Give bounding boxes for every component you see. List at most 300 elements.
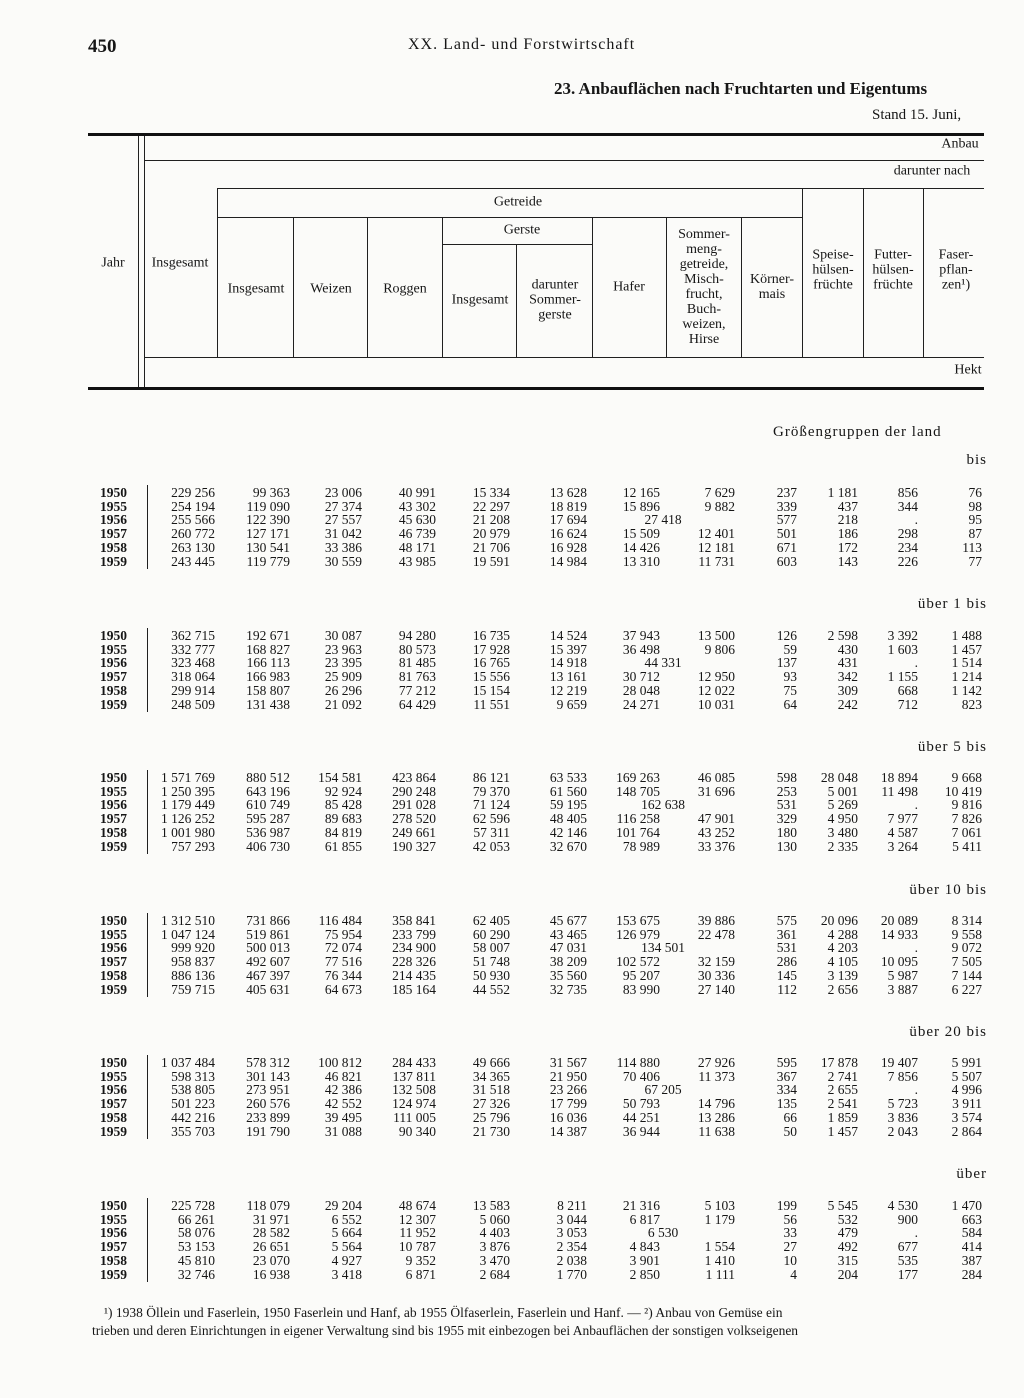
sommergerste-cell: 17 694 bbox=[549, 512, 587, 528]
sommermeng-cell: 1 111 bbox=[705, 1266, 735, 1282]
koernermais-cell: 59 bbox=[783, 641, 797, 657]
weizen-cell: 92 924 bbox=[324, 783, 362, 799]
weizen-cell: 42 552 bbox=[324, 1096, 362, 1112]
faser-cell: 87 bbox=[968, 526, 982, 542]
gerste-insgesamt-cell: 15 556 bbox=[472, 669, 510, 685]
gerste-insgesamt-cell: 62 405 bbox=[472, 913, 510, 928]
koernermais-cell: 595 bbox=[776, 1055, 797, 1070]
col-divider-speise bbox=[863, 188, 864, 357]
roggen-cell: 77 212 bbox=[398, 682, 436, 698]
sommermeng-cell: 11 731 bbox=[698, 553, 735, 569]
hafer-cell: 169 263 bbox=[616, 770, 660, 785]
speise-cell: 479 bbox=[837, 1225, 858, 1241]
speise-cell: 2 598 bbox=[827, 628, 858, 643]
group-label: über 20 bis bbox=[909, 1024, 987, 1040]
sommergerste-cell: 16 624 bbox=[549, 526, 587, 542]
futter-cell: . bbox=[914, 797, 918, 813]
hafer-cell: 116 258 bbox=[616, 811, 660, 827]
faser-cell: 387 bbox=[961, 1252, 982, 1268]
futter-cell: 900 bbox=[897, 1211, 918, 1227]
gerste-insgesamt-cell: 15 154 bbox=[472, 682, 510, 698]
col-divider-koernermais bbox=[802, 188, 803, 357]
faser-cell: 76 bbox=[968, 485, 982, 500]
koernermais-cell: 329 bbox=[776, 811, 797, 827]
year-cell: 1950 bbox=[100, 1055, 127, 1070]
speise-cell: 2 541 bbox=[827, 1096, 858, 1112]
weizen-cell: 31 042 bbox=[324, 526, 362, 542]
hafer-cell: 102 572 bbox=[616, 954, 660, 970]
sommermeng-cell: 33 376 bbox=[697, 838, 735, 854]
koernermais-cell: 577 bbox=[776, 512, 797, 528]
col-divider-insgesamt bbox=[217, 188, 218, 357]
faser-cell: 5 991 bbox=[951, 1055, 982, 1070]
koernermais-cell: 126 bbox=[776, 628, 797, 643]
sommermeng-cell: 11 373 bbox=[698, 1068, 735, 1084]
sommermeng-cell: 27 926 bbox=[697, 1055, 735, 1070]
getreide-insgesamt-cell: 536 987 bbox=[246, 824, 290, 840]
weizen-cell: 27 557 bbox=[324, 512, 362, 528]
insgesamt-cell: 263 130 bbox=[171, 539, 215, 555]
speise-cell: 2 655 bbox=[827, 1082, 858, 1098]
getreide-insgesamt-cell: 28 582 bbox=[252, 1225, 290, 1241]
year-cell: 1956 bbox=[100, 1082, 127, 1098]
getreide-insgesamt-cell: 880 512 bbox=[246, 770, 290, 785]
futter-cell: 11 498 bbox=[881, 783, 918, 799]
header-hafer: Hafer bbox=[613, 279, 645, 295]
gerste-insgesamt-cell: 51 748 bbox=[472, 954, 510, 970]
insgesamt-cell: 355 703 bbox=[171, 1123, 215, 1139]
koernermais-cell: 598 bbox=[776, 770, 797, 785]
futter-cell: 7 977 bbox=[887, 811, 918, 827]
hafer-cell: 15 896 bbox=[622, 498, 660, 514]
gerste-insgesamt-cell: 2 684 bbox=[479, 1266, 510, 1282]
sommergerste-cell: 13 628 bbox=[549, 485, 587, 500]
getreide-insgesamt-cell: 31 971 bbox=[252, 1211, 290, 1227]
weizen-cell: 84 819 bbox=[324, 824, 362, 840]
koernermais-cell: 531 bbox=[776, 797, 797, 813]
koernermais-cell: 93 bbox=[783, 669, 797, 685]
insgesamt-cell: 958 837 bbox=[171, 954, 215, 970]
speise-cell: 492 bbox=[837, 1239, 858, 1255]
roggen-cell: 249 661 bbox=[392, 824, 436, 840]
gerste-insgesamt-cell: 49 666 bbox=[472, 1055, 510, 1070]
weizen-cell: 6 552 bbox=[331, 1211, 362, 1227]
getreide-insgesamt-cell: 519 861 bbox=[246, 926, 290, 942]
year-cell: 1956 bbox=[100, 940, 127, 956]
insgesamt-cell: 323 468 bbox=[171, 655, 215, 671]
roggen-cell: 40 991 bbox=[398, 485, 436, 500]
hafer-cell: 50 793 bbox=[622, 1096, 660, 1112]
insgesamt-cell: 1 179 449 bbox=[161, 797, 215, 813]
futter-cell: 3 392 bbox=[887, 628, 918, 643]
gerste-insgesamt-cell: 27 326 bbox=[472, 1096, 510, 1112]
col-divider-futter bbox=[923, 188, 924, 357]
col-divider-jahr bbox=[138, 136, 139, 387]
speise-cell: 3 480 bbox=[827, 824, 858, 840]
speise-cell: 204 bbox=[837, 1266, 858, 1282]
futter-cell: 7 856 bbox=[887, 1068, 918, 1084]
insgesamt-cell: 501 223 bbox=[171, 1096, 215, 1112]
getreide-insgesamt-cell: 16 938 bbox=[252, 1266, 290, 1282]
futter-cell: 19 407 bbox=[880, 1055, 918, 1070]
sommergerste-cell: 2 354 bbox=[556, 1239, 587, 1255]
getreide-insgesamt-cell: 643 196 bbox=[246, 783, 290, 799]
roggen-cell: 90 340 bbox=[398, 1123, 436, 1139]
hafer-cell: 153 675 bbox=[616, 913, 660, 928]
gerste-insgesamt-cell: 15 334 bbox=[472, 485, 510, 500]
getreide-insgesamt-cell: 122 390 bbox=[246, 512, 290, 528]
gerste-insgesamt-cell: 20 979 bbox=[472, 526, 510, 542]
gerste-insgesamt-cell: 21 208 bbox=[472, 512, 510, 528]
year-cell: 1958 bbox=[100, 1109, 127, 1125]
insgesamt-cell: 598 313 bbox=[171, 1068, 215, 1084]
roggen-cell: 10 787 bbox=[398, 1239, 436, 1255]
gerste-insgesamt-cell: 42 053 bbox=[472, 838, 510, 854]
header-unit: Hekt bbox=[954, 362, 982, 378]
roggen-cell: 132 508 bbox=[392, 1082, 436, 1098]
sommergerste-cell: 14 918 bbox=[549, 655, 587, 671]
koernermais-cell: 135 bbox=[776, 1096, 797, 1112]
header-insgesamt: Insgesamt bbox=[151, 255, 209, 271]
gerste-insgesamt-cell: 21 730 bbox=[472, 1123, 510, 1139]
footnote-2: trieben und deren Einrichtungen in eigener Verwaltung sind bis 1955 mit einbezogen bei Anbauflächen der sonstigen volkseigenen bbox=[92, 1323, 799, 1338]
getreide-insgesamt-cell: 119 779 bbox=[246, 553, 290, 569]
weizen-cell: 72 074 bbox=[324, 940, 362, 956]
gerste-insgesamt-cell: 44 552 bbox=[472, 981, 510, 997]
insgesamt-cell: 53 153 bbox=[177, 1239, 215, 1255]
insgesamt-cell: 45 810 bbox=[177, 1252, 215, 1268]
roggen-cell: 80 573 bbox=[398, 641, 436, 657]
sommergerste-cell: 42 146 bbox=[549, 824, 587, 840]
faser-cell: 77 bbox=[968, 553, 982, 569]
roggen-cell: 228 326 bbox=[392, 954, 436, 970]
sommergerste-cell: 12 219 bbox=[549, 682, 587, 698]
insgesamt-cell: 229 256 bbox=[171, 485, 215, 500]
futter-cell: 4 587 bbox=[887, 824, 918, 840]
year-cell: 1956 bbox=[100, 797, 127, 813]
faser-cell: 7 826 bbox=[951, 811, 982, 827]
speise-cell: 172 bbox=[837, 539, 858, 555]
getreide-insgesamt-cell: 127 171 bbox=[246, 526, 290, 542]
roggen-cell: 190 327 bbox=[392, 838, 436, 854]
insgesamt-cell: 1 571 769 bbox=[161, 770, 215, 785]
getreide-insgesamt-cell: 130 541 bbox=[246, 539, 290, 555]
faser-cell: 1 457 bbox=[951, 641, 982, 657]
roggen-cell: 278 520 bbox=[392, 811, 436, 827]
hafer-sommermeng-merged-cell: 6 530 bbox=[647, 1225, 679, 1241]
roggen-cell: 124 974 bbox=[392, 1096, 436, 1112]
gerste-insgesamt-cell: 16 765 bbox=[472, 655, 510, 671]
year-cell: 1959 bbox=[100, 553, 127, 569]
roggen-cell: 234 900 bbox=[392, 940, 436, 956]
koernermais-cell: 237 bbox=[776, 485, 797, 500]
sommermeng-cell: 32 159 bbox=[697, 954, 735, 970]
group-label: über 5 bis bbox=[917, 739, 987, 755]
koernermais-cell: 66 bbox=[783, 1109, 797, 1125]
gerste-insgesamt-cell: 13 583 bbox=[472, 1198, 510, 1213]
faser-cell: 9 668 bbox=[951, 770, 982, 785]
koernermais-cell: 531 bbox=[776, 940, 797, 956]
faser-cell: 9 816 bbox=[951, 797, 982, 813]
sommergerste-cell: 8 211 bbox=[557, 1198, 587, 1213]
speise-cell: 4 288 bbox=[827, 926, 858, 942]
year-cell: 1950 bbox=[100, 485, 127, 500]
insgesamt-cell: 225 728 bbox=[171, 1198, 215, 1213]
faser-cell: 98 bbox=[968, 498, 982, 514]
gerste-insgesamt-cell: 58 007 bbox=[472, 940, 510, 956]
futter-cell: 535 bbox=[897, 1252, 918, 1268]
koernermais-cell: 130 bbox=[776, 838, 797, 854]
futter-cell: 3 264 bbox=[887, 838, 918, 854]
hafer-sommermeng-merged-cell: 162 638 bbox=[641, 797, 685, 813]
getreide-insgesamt-cell: 191 790 bbox=[246, 1123, 290, 1139]
gerste-insgesamt-cell: 11 551 bbox=[473, 696, 510, 712]
koernermais-cell: 286 bbox=[776, 954, 797, 970]
gerste-insgesamt-cell: 31 518 bbox=[472, 1082, 510, 1098]
hafer-sommermeng-merged-cell: 44 331 bbox=[644, 655, 682, 671]
year-cell: 1950 bbox=[100, 770, 127, 785]
speise-cell: 1 859 bbox=[827, 1109, 858, 1125]
insgesamt-cell: 1 001 980 bbox=[161, 824, 215, 840]
insgesamt-cell: 255 566 bbox=[171, 512, 215, 528]
hafer-sommermeng-merged-cell: 27 418 bbox=[644, 512, 682, 528]
year-cell: 1950 bbox=[100, 1198, 127, 1213]
futter-cell: 712 bbox=[897, 696, 918, 712]
getreide-insgesamt-cell: 131 438 bbox=[246, 696, 290, 712]
col-divider-getreide-insg bbox=[293, 217, 294, 357]
year-cell: 1956 bbox=[100, 655, 127, 671]
getreide-insgesamt-cell: 192 671 bbox=[246, 628, 290, 643]
hafer-sommermeng-merged-cell: 134 501 bbox=[641, 940, 685, 956]
weizen-cell: 76 344 bbox=[324, 967, 362, 983]
sommergerste-cell: 16 928 bbox=[549, 539, 587, 555]
futter-cell: 2 043 bbox=[887, 1123, 918, 1139]
speise-cell: 3 139 bbox=[827, 967, 858, 983]
koernermais-cell: 334 bbox=[776, 1082, 797, 1098]
faser-cell: 2 864 bbox=[951, 1123, 982, 1139]
weizen-cell: 77 516 bbox=[324, 954, 362, 970]
gerste-insgesamt-cell: 3 876 bbox=[479, 1239, 510, 1255]
group-label: über bbox=[956, 1166, 987, 1182]
year-cell: 1959 bbox=[100, 838, 127, 854]
sommermeng-cell: 39 886 bbox=[697, 913, 735, 928]
hafer-cell: 24 271 bbox=[622, 696, 660, 712]
getreide-insgesamt-cell: 168 827 bbox=[246, 641, 290, 657]
hafer-cell: 126 979 bbox=[616, 926, 660, 942]
futter-cell: 5 987 bbox=[887, 967, 918, 983]
header-sommermeng: Sommer- meng- getreide, Misch- frucht, Buch- weizen, Hirse bbox=[678, 227, 730, 347]
gerste-insgesamt-cell: 34 365 bbox=[472, 1068, 510, 1084]
koernermais-cell: 64 bbox=[783, 696, 797, 712]
getreide-insgesamt-cell: 406 730 bbox=[246, 838, 290, 854]
footnote-1: ¹) 1938 Öllein und Faserlein, 1950 Faserlein und Hanf, ab 1955 Ölfaserlein, Faserlein und Hanf. — ²) Anbau von Gemüse ein bbox=[104, 1305, 783, 1320]
getreide-insgesamt-cell: 260 576 bbox=[246, 1096, 290, 1112]
getreide-insgesamt-cell: 273 951 bbox=[246, 1082, 290, 1098]
header-jahr: Jahr bbox=[101, 255, 125, 271]
faser-cell: 8 314 bbox=[951, 913, 982, 928]
group-label: über 1 bis bbox=[917, 596, 987, 612]
col-divider-sommergerste bbox=[592, 217, 593, 357]
speise-cell: 1 457 bbox=[827, 1123, 858, 1139]
faser-cell: 3 911 bbox=[952, 1096, 982, 1112]
insgesamt-cell: 999 920 bbox=[171, 940, 215, 956]
weizen-cell: 23 395 bbox=[324, 655, 362, 671]
col-divider-gerste-insg bbox=[516, 244, 517, 357]
roggen-cell: 48 171 bbox=[398, 539, 436, 555]
weizen-cell: 4 927 bbox=[331, 1252, 362, 1268]
sommermeng-cell: 13 500 bbox=[697, 628, 735, 643]
header-gerste: Gerste bbox=[503, 222, 541, 238]
getreide-insgesamt-cell: 492 607 bbox=[246, 954, 290, 970]
sommergerste-cell: 59 195 bbox=[549, 797, 587, 813]
getreide-rule bbox=[218, 217, 802, 218]
futter-cell: . bbox=[914, 1082, 918, 1098]
gerste-insgesamt-cell: 19 591 bbox=[472, 553, 510, 569]
sommermeng-cell: 7 629 bbox=[704, 485, 735, 500]
gerste-insgesamt-cell: 21 706 bbox=[472, 539, 510, 555]
sommergerste-cell: 35 560 bbox=[549, 967, 587, 983]
hafer-cell: 28 048 bbox=[622, 682, 660, 698]
hafer-cell: 70 406 bbox=[622, 1068, 660, 1084]
getreide-insgesamt-cell: 233 899 bbox=[246, 1109, 290, 1125]
roggen-cell: 64 429 bbox=[398, 696, 436, 712]
roggen-cell: 423 864 bbox=[392, 770, 436, 785]
sommergerste-cell: 63 533 bbox=[549, 770, 587, 785]
roggen-cell: 48 674 bbox=[398, 1198, 436, 1213]
roggen-cell: 290 248 bbox=[392, 783, 436, 799]
weizen-cell: 85 428 bbox=[324, 797, 362, 813]
koernermais-cell: 253 bbox=[776, 783, 797, 799]
col-divider-hafer bbox=[666, 217, 667, 357]
sommergerste-cell: 61 560 bbox=[549, 783, 587, 799]
sommergerste-cell: 2 038 bbox=[556, 1252, 587, 1268]
hafer-cell: 21 316 bbox=[622, 1198, 660, 1213]
gerste-insgesamt-cell: 5 060 bbox=[479, 1211, 510, 1227]
roggen-cell: 81 763 bbox=[398, 669, 436, 685]
col-divider-sommermeng bbox=[741, 217, 742, 357]
insgesamt-cell: 362 715 bbox=[171, 628, 215, 643]
faser-cell: 1 514 bbox=[951, 655, 982, 671]
weizen-cell: 46 821 bbox=[324, 1068, 362, 1084]
sommermeng-cell: 43 252 bbox=[697, 824, 735, 840]
hafer-cell: 12 165 bbox=[622, 485, 660, 500]
speise-cell: 20 096 bbox=[820, 913, 858, 928]
year-cell: 1956 bbox=[100, 1225, 127, 1241]
hafer-cell: 148 705 bbox=[616, 783, 660, 799]
sommergerste-cell: 18 819 bbox=[549, 498, 587, 514]
speise-cell: 242 bbox=[837, 696, 858, 712]
header-koernermais: Körner- mais bbox=[749, 272, 795, 302]
insgesamt-cell: 442 216 bbox=[171, 1109, 215, 1125]
insgesamt-cell: 299 914 bbox=[171, 682, 215, 698]
header-weizen: Weizen bbox=[310, 281, 352, 297]
koernermais-cell: 27 bbox=[783, 1239, 797, 1255]
sommergerste-cell: 38 209 bbox=[549, 954, 587, 970]
hafer-cell: 114 880 bbox=[616, 1055, 660, 1070]
year-cell: 1957 bbox=[100, 954, 127, 970]
futter-cell: . bbox=[914, 512, 918, 528]
getreide-insgesamt-cell: 467 397 bbox=[246, 967, 290, 983]
speise-cell: 4 950 bbox=[827, 811, 858, 827]
faser-cell: 7 144 bbox=[951, 967, 982, 983]
roggen-cell: 185 164 bbox=[392, 981, 436, 997]
getreide-insgesamt-cell: 731 866 bbox=[246, 913, 290, 928]
getreide-insgesamt-cell: 118 079 bbox=[246, 1198, 290, 1213]
sommergerste-cell: 14 387 bbox=[549, 1123, 587, 1139]
speise-cell: 431 bbox=[837, 655, 858, 671]
sommergerste-cell: 23 266 bbox=[549, 1082, 587, 1098]
futter-cell: 177 bbox=[897, 1266, 918, 1282]
page-number: 450 bbox=[88, 36, 117, 57]
roggen-cell: 46 739 bbox=[398, 526, 436, 542]
weizen-cell: 30 559 bbox=[324, 553, 362, 569]
gerste-insgesamt-cell: 62 596 bbox=[472, 811, 510, 827]
futter-cell: 856 bbox=[897, 485, 918, 500]
year-cell: 1955 bbox=[100, 1211, 127, 1227]
roggen-cell: 6 871 bbox=[405, 1266, 436, 1282]
sommergerste-cell: 31 567 bbox=[549, 1055, 587, 1070]
roggen-cell: 43 302 bbox=[398, 498, 436, 514]
speise-cell: 437 bbox=[837, 498, 858, 514]
sommergerste-cell: 16 036 bbox=[549, 1109, 587, 1125]
faser-cell: 7 505 bbox=[951, 954, 982, 970]
unit-rule bbox=[145, 357, 984, 358]
weizen-cell: 5 564 bbox=[331, 1239, 362, 1255]
getreide-insgesamt-cell: 23 070 bbox=[252, 1252, 290, 1268]
group-label: über 10 bis bbox=[909, 882, 987, 898]
getreide-insgesamt-cell: 578 312 bbox=[246, 1055, 290, 1070]
weizen-cell: 154 581 bbox=[318, 770, 362, 785]
faser-cell: 284 bbox=[961, 1266, 982, 1282]
getreide-insgesamt-cell: 595 287 bbox=[246, 811, 290, 827]
futter-cell: 5 723 bbox=[887, 1096, 918, 1112]
weizen-cell: 30 087 bbox=[324, 628, 362, 643]
koernermais-cell: 56 bbox=[783, 1211, 797, 1227]
sommermeng-cell: 13 286 bbox=[697, 1109, 735, 1125]
weizen-cell: 89 683 bbox=[324, 811, 362, 827]
year-cell: 1958 bbox=[100, 1252, 127, 1268]
weizen-cell: 31 088 bbox=[324, 1123, 362, 1139]
faser-cell: 1 488 bbox=[951, 628, 982, 643]
koernermais-cell: 501 bbox=[776, 526, 797, 542]
faser-cell: 4 996 bbox=[951, 1082, 982, 1098]
koernermais-cell: 199 bbox=[776, 1198, 797, 1213]
gerste-insgesamt-cell: 4 403 bbox=[479, 1225, 510, 1241]
year-cell: 1955 bbox=[100, 926, 127, 942]
roggen-cell: 291 028 bbox=[392, 797, 436, 813]
header-faser: Faser- pflan- zen¹) bbox=[938, 247, 974, 293]
hafer-cell: 78 989 bbox=[622, 838, 660, 854]
futter-cell: 4 530 bbox=[887, 1198, 918, 1213]
weizen-cell: 100 812 bbox=[318, 1055, 362, 1070]
speise-cell: 5 001 bbox=[827, 783, 858, 799]
hafer-cell: 30 712 bbox=[622, 669, 660, 685]
gerste-insgesamt-cell: 3 470 bbox=[479, 1252, 510, 1268]
gerste-insgesamt-cell: 71 124 bbox=[472, 797, 510, 813]
header-top-rule bbox=[88, 133, 984, 136]
speise-cell: 532 bbox=[837, 1211, 858, 1227]
sommermeng-cell: 14 796 bbox=[697, 1096, 735, 1112]
sommergerste-cell: 43 465 bbox=[549, 926, 587, 942]
hafer-cell: 13 310 bbox=[622, 553, 660, 569]
faser-cell: 414 bbox=[961, 1239, 982, 1255]
weizen-cell: 75 954 bbox=[324, 926, 362, 942]
faser-cell: 95 bbox=[968, 512, 982, 528]
col-divider-jahr-2 bbox=[144, 136, 145, 387]
faser-cell: 663 bbox=[961, 1211, 982, 1227]
koernermais-cell: 339 bbox=[776, 498, 797, 514]
header-speise: Speise- hülsen- früchte bbox=[812, 247, 854, 293]
